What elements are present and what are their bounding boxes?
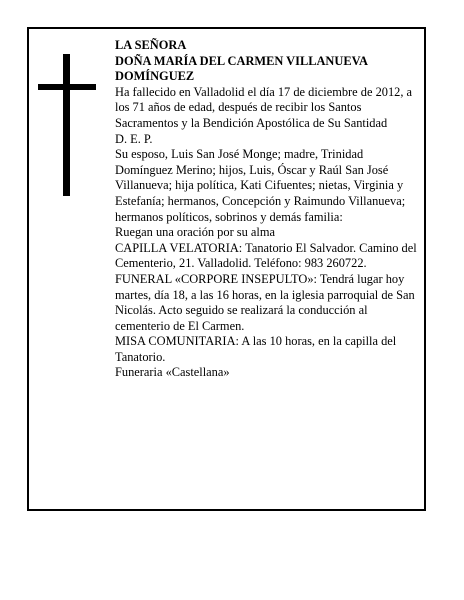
deceased-name: DOÑA MARÍA DEL CARMEN VILLANUEVA DOMÍNGUEZ	[115, 53, 368, 84]
family-list: Su esposo, Luis San José Monge; madre, Trinidad Domínguez Merino; hijos, Luis, Óscar y Raúl San José Villanueva; hija política, Kati Cifuentes; nietas, Virginia y Estefanía; hermanos, Concepción y Raimundo Villanueva; hermanos políticos, sobrinos y demás familia:	[115, 147, 406, 224]
funeral-home: Funeraria «Castellana»	[115, 365, 230, 380]
cross-horizontal-bar	[38, 84, 96, 90]
mass-info: MISA COMUNITARIA: A las 10 horas, en la capilla del Tanatorio.	[115, 334, 397, 364]
chapel-info: CAPILLA VELATORIA: Tanatorio El Salvador. Camino del Cementerio, 21. Valladolid. Teléfono: 983 260722.	[115, 240, 417, 271]
cross-icon	[38, 54, 96, 196]
prayer-request: Ruegan una oración por su alma	[115, 225, 275, 240]
notice-title: LA SEÑORA	[115, 38, 187, 52]
funeral-info: FUNERAL «CORPORE INSEPULTO»: Tendrá lugar hoy martes, día 18, a las 16 horas, en la iglesia parroquial de San Nicolás. Acto seguido se realizará la conducción al cementerio de El Carmen.	[115, 271, 415, 333]
rest-in-peace: D. E. P.	[115, 131, 153, 146]
death-announcement: Ha fallecido en Valladolid el día 17 de diciembre de 2012, a los 71 años de edad, después de recibir los Santos Sacramentos y la Bendición Apostólica de Su Santidad	[115, 84, 413, 130]
cross-vertical-bar	[63, 54, 70, 196]
obituary-text	[115, 38, 419, 381]
